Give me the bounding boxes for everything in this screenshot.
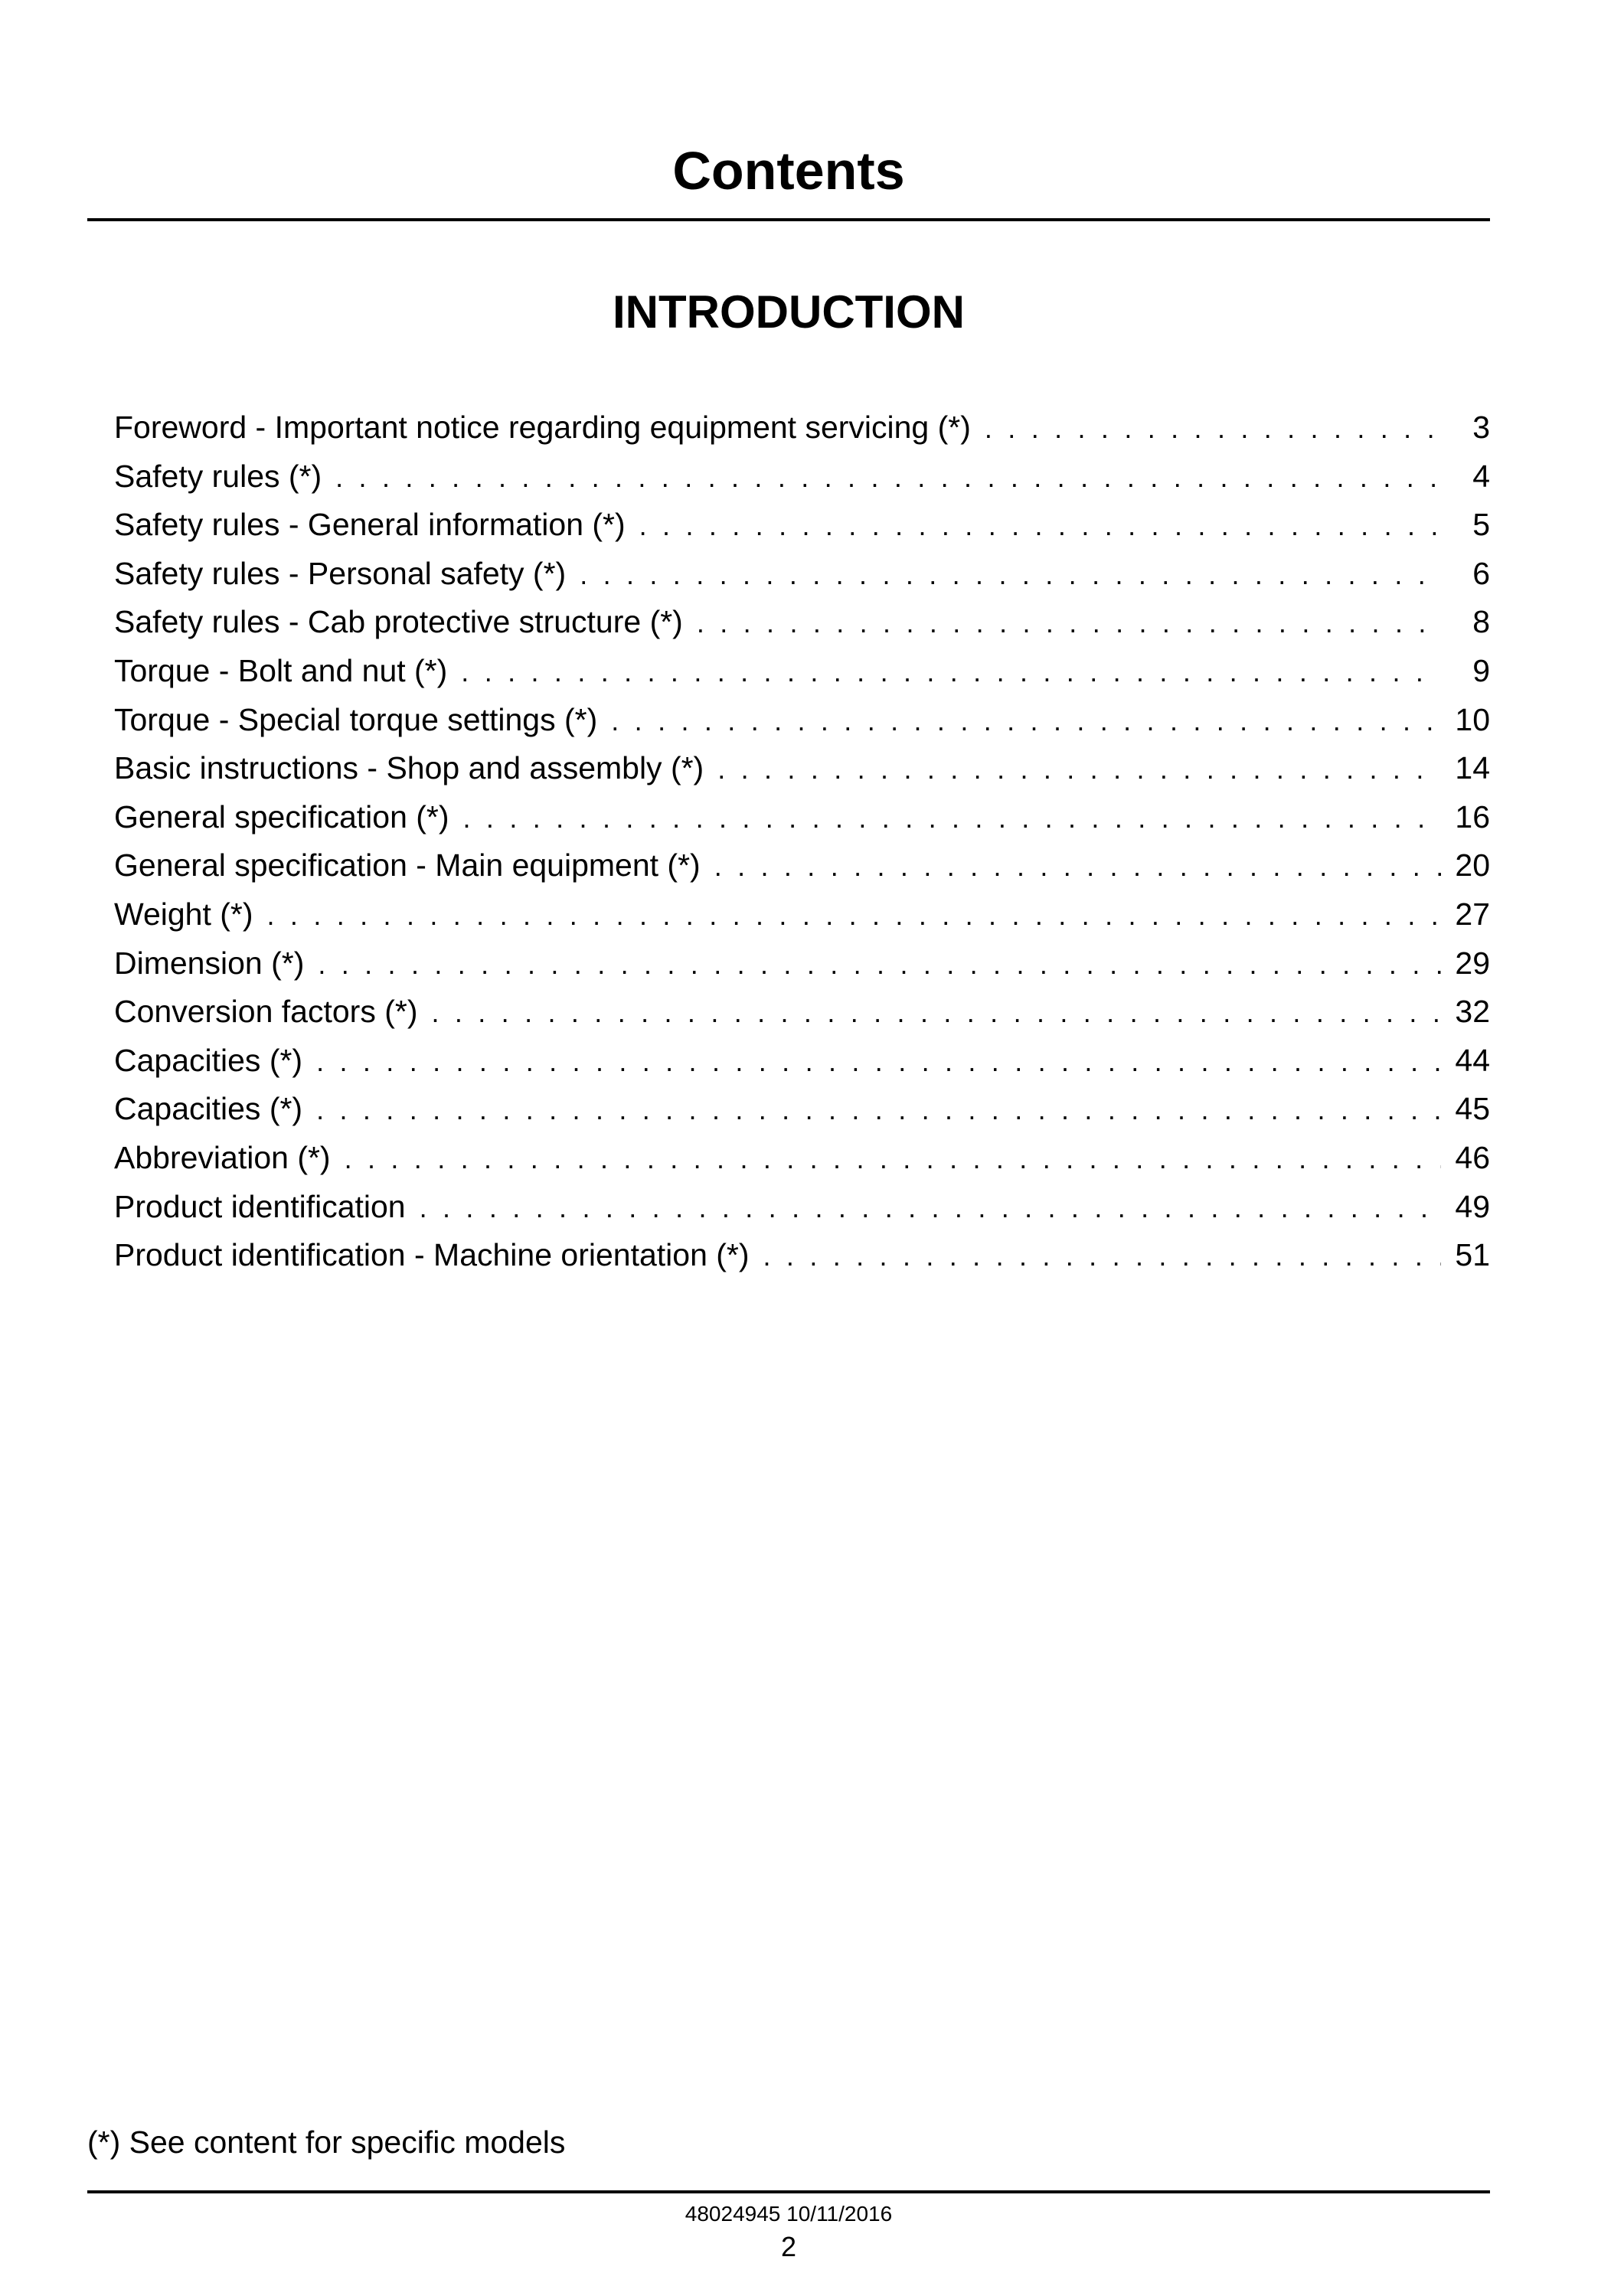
footer-divider [87, 2190, 1490, 2193]
page-title: Contents [672, 141, 905, 201]
toc-entry-page: 49 [1455, 1188, 1490, 1224]
toc-entry-page: 14 [1455, 750, 1490, 786]
toc-entry-page: 9 [1472, 652, 1490, 688]
toc-entry[interactable] [114, 598, 1490, 647]
toc-dot-leader [580, 550, 1441, 599]
toc-entry-title: Safety rules (*) [114, 458, 322, 494]
toc-entry-title: Conversion factors (*) [114, 994, 418, 1030]
toc-dot-leader [714, 842, 1441, 891]
toc-entry-title: Safety rules - General information (*) [114, 507, 626, 543]
section-title: INTRODUCTION [613, 286, 965, 338]
toc-dot-leader [611, 697, 1441, 746]
toc-dot-leader [420, 1184, 1441, 1233]
toc-entry-title: General specification (*) [114, 799, 449, 834]
toc-entry-title: Foreword - Important notice regarding equipment servicing (*) [114, 410, 971, 445]
toc-entry-page: 51 [1455, 1237, 1490, 1273]
toc-dot-leader [697, 599, 1441, 648]
toc-entry-page: 5 [1472, 507, 1490, 543]
document-id: 48024945 10/11/2016 [685, 2202, 893, 2226]
header-divider [87, 218, 1490, 221]
toc-entry-title: Torque - Special torque settings (*) [114, 701, 598, 737]
toc-dot-leader [717, 745, 1441, 794]
footnote: (*) See content for specific models [87, 2125, 566, 2160]
toc-entry[interactable] [114, 1134, 1490, 1183]
toc-entry-page: 45 [1455, 1091, 1490, 1127]
toc-entry[interactable] [114, 647, 1490, 696]
toc-entry-page: 27 [1455, 896, 1490, 932]
toc-dot-leader [431, 988, 1441, 1037]
toc-entry-title: Dimension (*) [114, 945, 305, 981]
toc-entry-page: 20 [1455, 848, 1490, 883]
toc-entry[interactable] [114, 890, 1490, 939]
table-of-contents [114, 403, 1490, 1280]
toc-entry[interactable] [114, 988, 1490, 1037]
toc-entry[interactable] [114, 939, 1490, 988]
toc-dot-leader [316, 1037, 1441, 1086]
toc-entry-title: Capacities (*) [114, 1091, 303, 1127]
toc-dot-leader [463, 794, 1441, 843]
toc-entry-page: 46 [1455, 1139, 1490, 1175]
toc-dot-leader [985, 404, 1441, 453]
toc-entry-title: Abbreviation (*) [114, 1139, 331, 1175]
toc-entry-title: Safety rules - Personal safety (*) [114, 555, 567, 591]
toc-entry[interactable] [114, 696, 1490, 745]
toc-dot-leader [316, 1086, 1441, 1135]
toc-entry[interactable] [114, 550, 1490, 599]
toc-dot-leader [461, 648, 1441, 697]
toc-entry[interactable] [114, 1085, 1490, 1134]
page-number: 2 [780, 2231, 797, 2262]
toc-entry-page: 16 [1455, 799, 1490, 834]
toc-entry-title: General specification - Main equipment (*) [114, 848, 701, 883]
toc-dot-leader [639, 501, 1441, 550]
toc-entry[interactable] [114, 1231, 1490, 1280]
toc-entry-title: Safety rules - Cab protective structure (*) [114, 604, 683, 640]
toc-entry[interactable] [114, 744, 1490, 793]
toc-entry-page: 8 [1472, 604, 1490, 640]
toc-entry-title: Weight (*) [114, 896, 253, 932]
toc-entry[interactable] [114, 841, 1490, 890]
toc-entry-title: Product identification [114, 1188, 406, 1224]
toc-entry[interactable] [114, 501, 1490, 550]
toc-dot-leader [267, 891, 1441, 940]
toc-dot-leader [318, 940, 1441, 989]
toc-entry[interactable] [114, 793, 1490, 842]
toc-entry[interactable] [114, 403, 1490, 452]
toc-entry-page: 6 [1472, 555, 1490, 591]
toc-entry-title: Basic instructions - Shop and assembly (*) [114, 750, 704, 786]
toc-entry[interactable] [114, 1183, 1490, 1232]
toc-dot-leader [763, 1232, 1441, 1281]
toc-entry-page: 32 [1455, 994, 1490, 1030]
toc-entry-title: Capacities (*) [114, 1042, 303, 1078]
toc-entry[interactable] [114, 452, 1490, 501]
toc-entry-page: 29 [1455, 945, 1490, 981]
toc-dot-leader [345, 1135, 1441, 1184]
toc-entry-page: 3 [1472, 410, 1490, 445]
toc-entry-page: 4 [1472, 458, 1490, 494]
toc-entry[interactable] [114, 1037, 1490, 1086]
toc-entry-page: 10 [1455, 701, 1490, 737]
toc-entry-title: Product identification - Machine orientation (*) [114, 1237, 750, 1273]
toc-entry-page: 44 [1455, 1042, 1490, 1078]
toc-dot-leader [335, 453, 1441, 502]
toc-entry-title: Torque - Bolt and nut (*) [114, 652, 448, 688]
